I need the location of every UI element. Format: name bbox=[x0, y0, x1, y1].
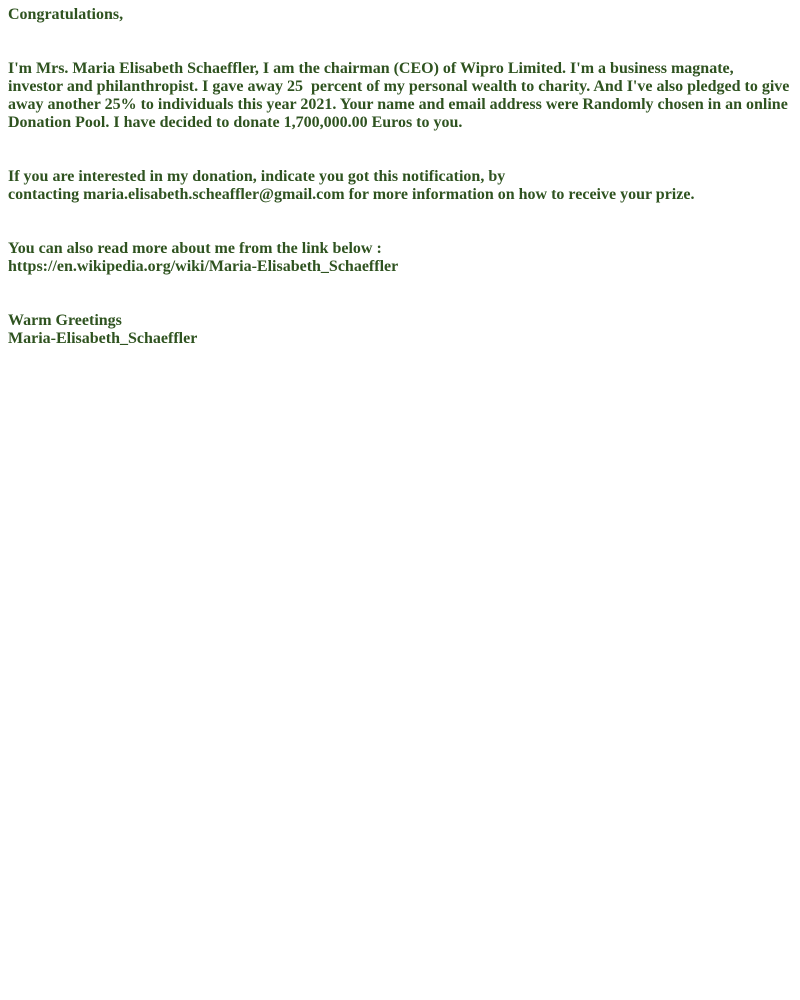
paragraph-spacer bbox=[8, 276, 792, 312]
closing-text: Warm Greetings bbox=[8, 312, 122, 329]
read-more-text: You can also read more about me from the link below : bbox=[8, 240, 382, 257]
paragraph-spacer bbox=[8, 24, 792, 60]
paragraph-spacer bbox=[8, 204, 792, 240]
contact-line-2: contacting maria.elisabeth.scheaffler@gmail.com for more information on how to receive your prize. bbox=[8, 186, 695, 203]
wikipedia-link-text: https://en.wikipedia.org/wiki/Maria-Elisabeth_Schaeffler bbox=[8, 258, 399, 275]
intro-paragraph: I'm Mrs. Maria Elisabeth Schaeffler, I am the chairman (CEO) of Wipro Limited. I'm a business magnate, investor and philanthropist. I gave away 25 percent of my personal wealth to charity. And I've also pledged to give away another 25% to individuals this year 2021. Your name and email address were Randomly chosen in an online Donation Pool. I have decided to donate 1,700,000.00 Euros to you. bbox=[8, 60, 794, 131]
contact-line-1: If you are interested in my donation, indicate you got this notification, by bbox=[8, 168, 506, 185]
email-body bbox=[8, 6, 792, 348]
paragraph-spacer bbox=[8, 132, 792, 168]
signature-text: Maria-Elisabeth_Schaeffler bbox=[8, 330, 198, 347]
greeting-text: Congratulations, bbox=[8, 6, 124, 23]
